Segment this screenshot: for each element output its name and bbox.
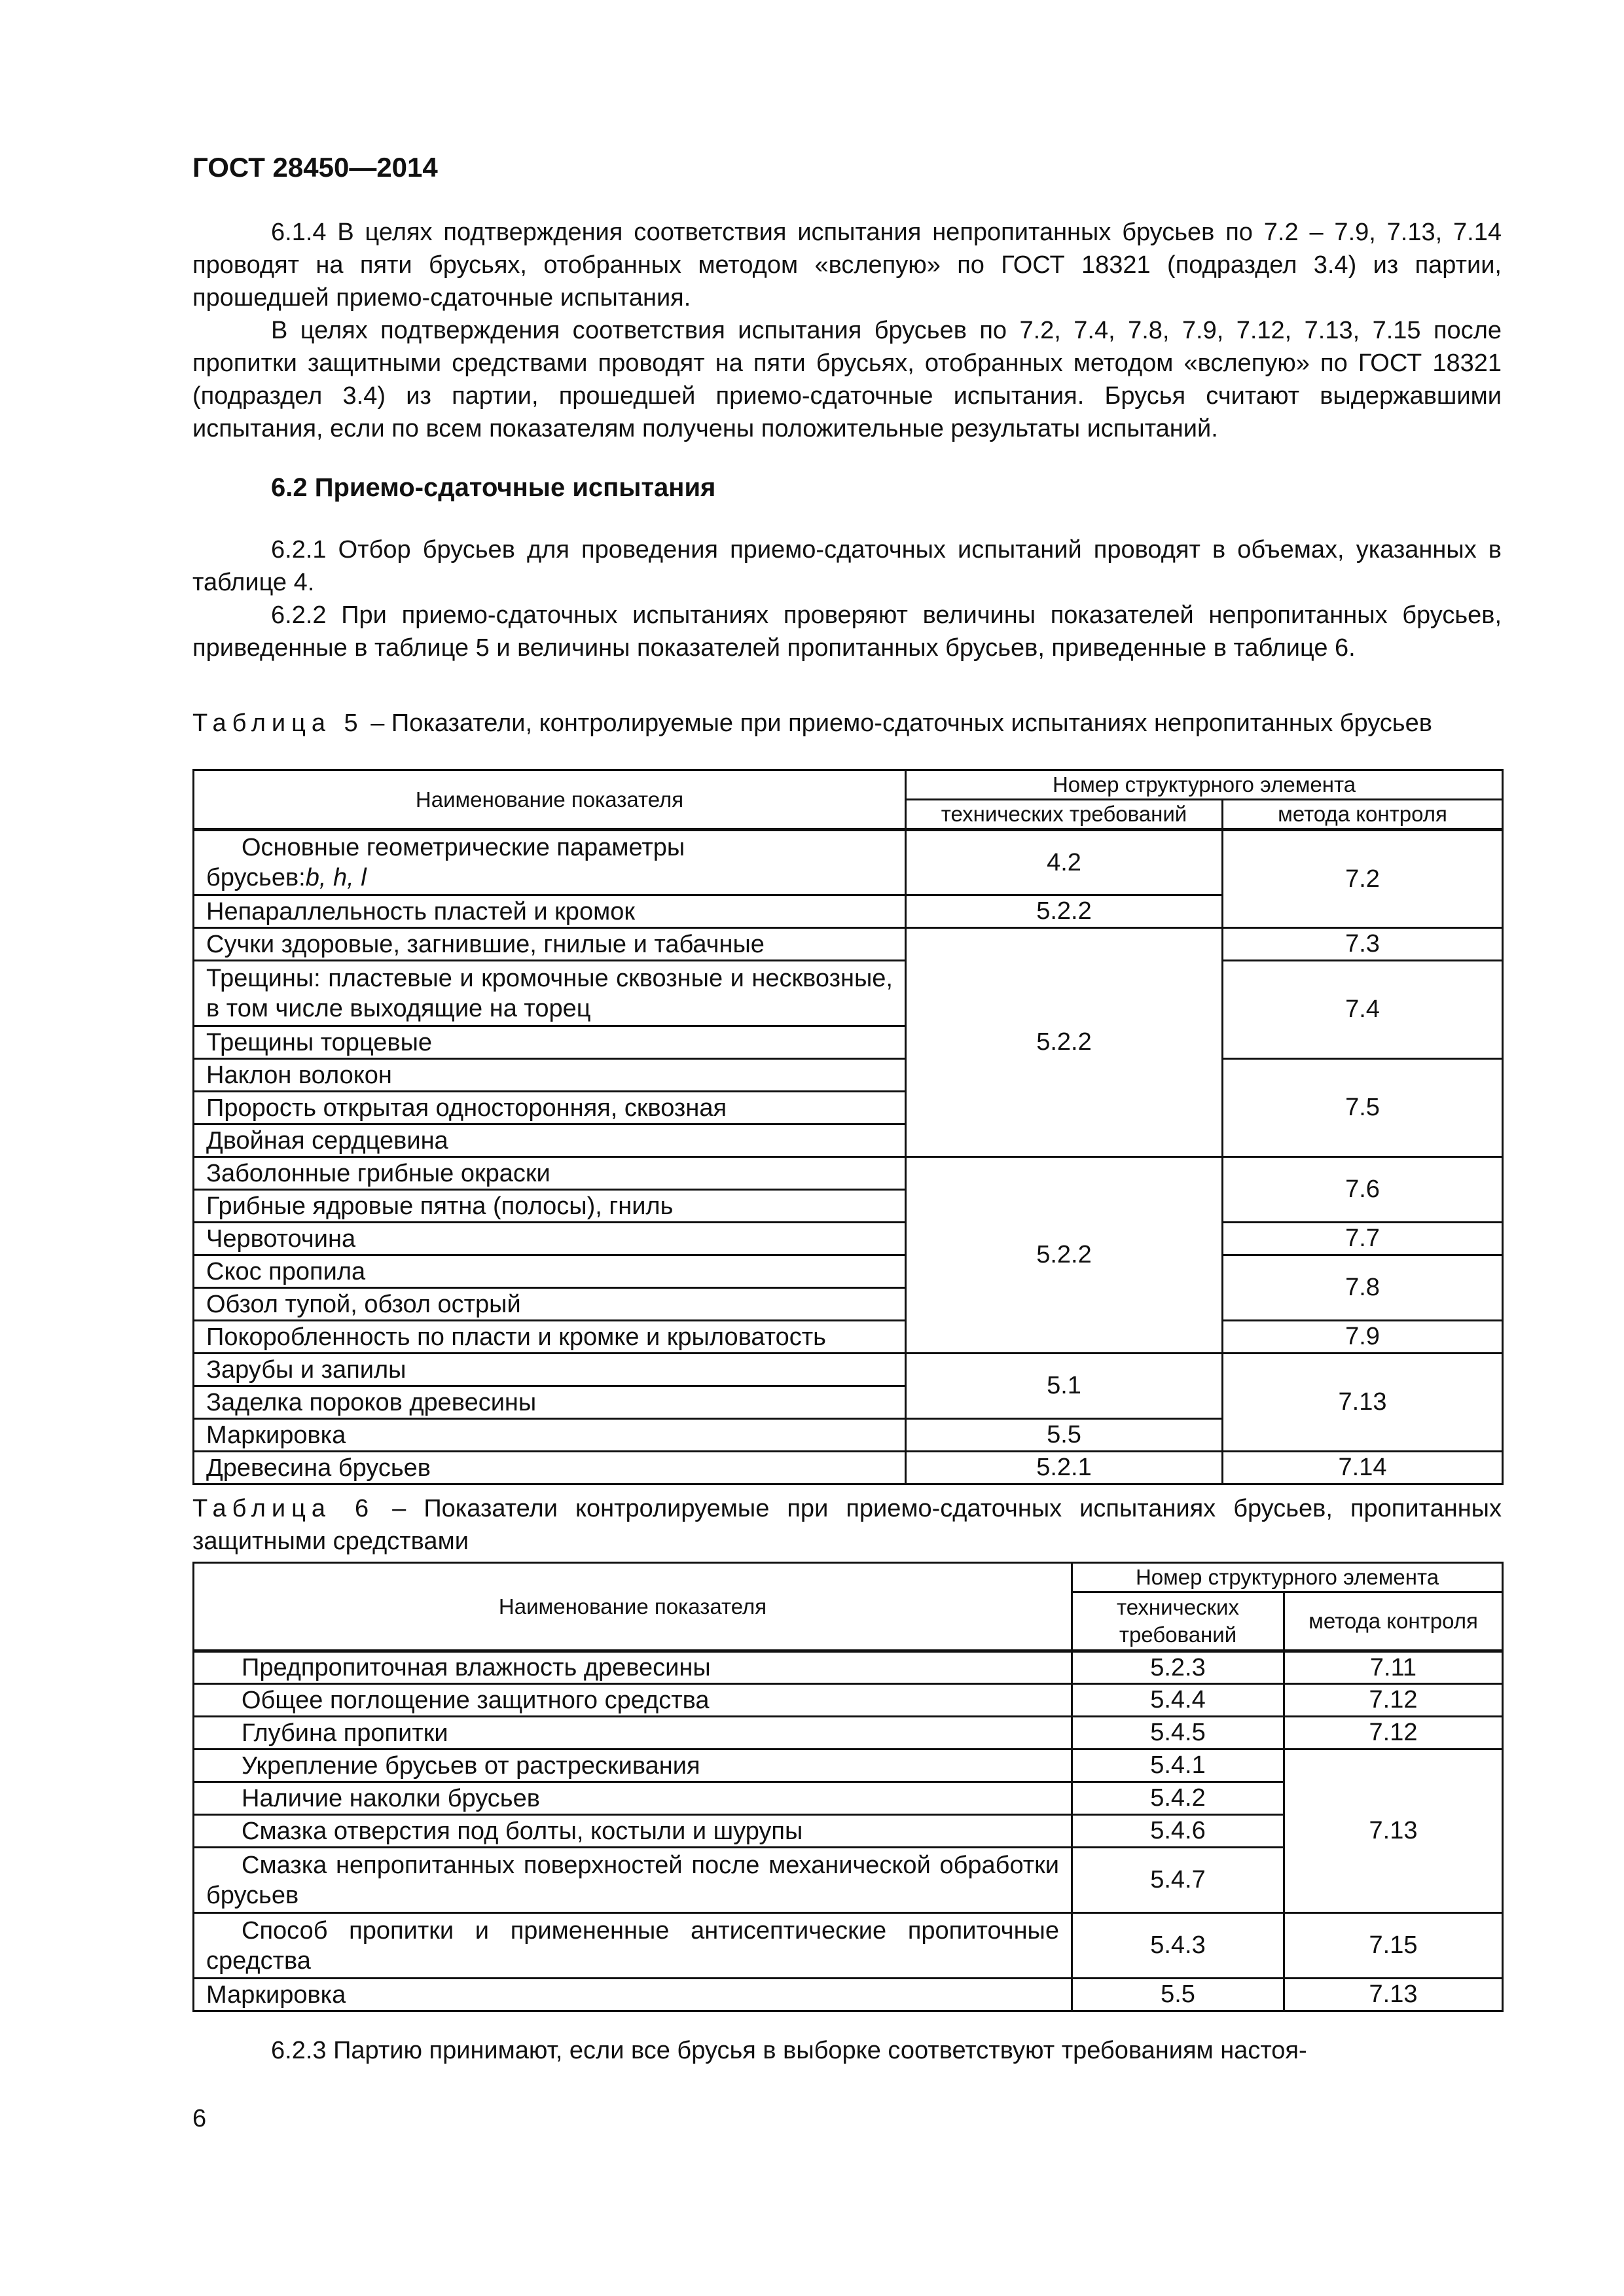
- table-5: [192, 769, 1504, 1485]
- t6-head-name: Наименование показателя: [194, 1563, 1072, 1651]
- t6-row-req: 5.4.4: [1072, 1684, 1284, 1717]
- paragraph-6-2-1: 6.2.1 Отбор брусьев для проведения приемо-сдаточных испытаний проводят в объемах, указанных в таблице 4.: [192, 536, 1502, 596]
- t5-method-7-2: 7.2: [1223, 830, 1503, 928]
- t5-row-warp: Покоробленность по пласти и кромке и крыловатость: [194, 1321, 906, 1354]
- t5-row-double-pith: Двойная сердцевина: [194, 1124, 906, 1157]
- t5-row-grain-slope: Наклон волокон: [194, 1059, 906, 1092]
- t5-req-5-2-1: 5.2.1: [906, 1452, 1223, 1484]
- t5-head-method: метода контроля: [1223, 800, 1503, 830]
- t5-row-marking: Маркировка: [194, 1419, 906, 1452]
- page-number: 6: [192, 2105, 207, 2132]
- t5-head-req: технических требований: [906, 800, 1223, 830]
- t6-row-req: 5.5: [1072, 1979, 1284, 2011]
- clause-6-2-1-2: [192, 533, 1502, 664]
- t6-row-method-merged: 7.13: [1284, 1749, 1503, 1913]
- t6-row-name: Наличие наколки брусьев: [194, 1782, 1072, 1815]
- t5-row-defect-repair: Заделка пороков древесины: [194, 1386, 906, 1419]
- t6-row-name: Смазка отверстия под болты, костыли и шурупы: [194, 1815, 1072, 1848]
- t6-row-req: 5.4.5: [1072, 1717, 1284, 1749]
- t5-req-5-5: 5.5: [906, 1419, 1223, 1452]
- t6-row-req: 5.2.3: [1072, 1651, 1284, 1684]
- section-title-6-2: 6.2 Приемо-сдаточные испытания: [271, 473, 716, 502]
- t5-req-5-2-2-c: 5.2.2: [906, 1157, 1223, 1354]
- t5-row-saw-skew: Скос пропила: [194, 1255, 906, 1288]
- t6-head-group: Номер структурного элемента: [1072, 1563, 1503, 1592]
- clause-6-1-4: [192, 216, 1502, 445]
- paragraph-6-1-4: 6.1.4 В целях подтверждения соответствия испытания непропитанных брусьев по 7.2 – 7.9, 7.13, 7.14 проводят на пяти брусьях, отобранных методом «вслепую» по ГОСТ 18321 (подраздел 3.4) из партии, прошедшей приемо-сдаточные испытания.: [192, 219, 1502, 312]
- t6-row-name: Маркировка: [194, 1979, 1072, 2011]
- paragraph-6-2-3: 6.2.3 Партию принимают, если все брусья в выборке соответствуют требованиям настоя-: [271, 2037, 1307, 2064]
- t5-head-name: Наименование показателя: [194, 770, 906, 830]
- t5-req-5-1: 5.1: [906, 1354, 1223, 1419]
- t5-method-7-7: 7.7: [1223, 1223, 1503, 1255]
- t5-method-7-3: 7.3: [1223, 928, 1503, 961]
- t6-row-name: Смазка непропитанных поверхностей после механической обработки брусьев: [194, 1848, 1072, 1913]
- t6-row-name: Укрепление брусьев от растрескивания: [194, 1749, 1072, 1782]
- t6-row-name: Предпропиточная влажность древесины: [194, 1651, 1072, 1684]
- t5-row-bark-pocket: Прорость открытая односторонняя, сквозная: [194, 1092, 906, 1124]
- t5-row-end-cracks: Трещины торцевые: [194, 1026, 906, 1059]
- t5-method-7-13: 7.13: [1223, 1354, 1503, 1452]
- t5-method-7-4: 7.4: [1223, 961, 1503, 1059]
- t5-method-7-14: 7.14: [1223, 1452, 1503, 1484]
- t5-req-5-2-2-b: 5.2.2: [906, 928, 1223, 1157]
- t6-row-method: 7.11: [1284, 1651, 1503, 1684]
- t5-method-7-9: 7.9: [1223, 1321, 1503, 1354]
- t6-row-req: 5.4.1: [1072, 1749, 1284, 1782]
- table-6-caption: [192, 1492, 1502, 1558]
- table-5-caption: [192, 707, 1502, 740]
- paragraph-6-1-4-b: В целях подтверждения соответствия испытания брусьев по 7.2, 7.4, 7.8, 7.9, 7.12, 7.13, 7.15 после пропитки защитными средствами проводят на пяти брусьях, отобранных методом «вслепую» по ГОСТ 18321 (подраздел 3.4) из партии, прошедшей приемо-сдаточные испытания. Брусья считают выдержавшими испытания, если по всем показателям получены положительные результаты испытаний.: [192, 317, 1502, 442]
- t6-row-name: Глубина пропитки: [194, 1717, 1072, 1749]
- t6-head-req: технических требований: [1072, 1592, 1284, 1651]
- t6-row-name: Способ пропитки и примененные антисептические пропиточные средства: [194, 1913, 1072, 1979]
- table-6: [192, 1562, 1504, 2012]
- t5-row-nonparallel: Непараллельность пластей и кромок: [194, 895, 906, 928]
- t5-row-wormhole: Червоточина: [194, 1223, 906, 1255]
- t5-row-wane: Обзол тупой, обзол острый: [194, 1288, 906, 1321]
- t5-method-7-8: 7.8: [1223, 1255, 1503, 1321]
- t5-row-cracks: Трещины: пластевые и кромочные сквозные и несквозные, в том числе выходящие на торец: [194, 961, 906, 1026]
- t5-row-knots: Сучки здоровые, загнившие, гнилые и табачные: [194, 928, 906, 961]
- clause-6-2-3: [192, 2034, 1502, 2067]
- table-6-caption-label: Таблица 6: [192, 1495, 375, 1522]
- t6-row-method: 7.13: [1284, 1979, 1503, 2011]
- table-5-caption-label: Таблица 5: [192, 709, 364, 737]
- t5-row-heartwood-rot: Грибные ядровые пятна (полосы), гниль: [194, 1190, 906, 1223]
- t5-method-7-6: 7.6: [1223, 1157, 1503, 1223]
- t5-row-notches: Зарубы и запилы: [194, 1354, 906, 1386]
- paragraph-6-2-2: 6.2.2 При приемо-сдаточных испытаниях проверяют величины показателей непропитанных брусьев, приведенные в таблице 5 и величины показателей пропитанных брусьев, приведенные в таблице 6.: [192, 601, 1502, 662]
- t6-row-req: 5.4.6: [1072, 1815, 1284, 1848]
- t6-row-method: 7.15: [1284, 1913, 1503, 1979]
- t6-row-req: 5.4.2: [1072, 1782, 1284, 1815]
- t6-row-req: 5.4.7: [1072, 1848, 1284, 1913]
- t5-req-4-2: 4.2: [906, 830, 1223, 895]
- t6-row-method: 7.12: [1284, 1717, 1503, 1749]
- table-6-caption-text: – Показатели контролируемые при приемо-сдаточных испытаниях брусьев, пропитанных защитными средствами: [192, 1495, 1502, 1555]
- t6-row-req: 5.4.3: [1072, 1913, 1284, 1979]
- t6-row-name: Общее поглощение защитного средства: [194, 1684, 1072, 1717]
- t5-head-group: Номер структурного элемента: [906, 770, 1503, 800]
- t6-head-method: метода контроля: [1284, 1592, 1503, 1651]
- t5-method-7-5: 7.5: [1223, 1059, 1503, 1157]
- t5-req-5-2-2-a: 5.2.2: [906, 895, 1223, 928]
- t5-row-geometry: Основные геометрические параметры брусьев:b, h, l: [194, 830, 906, 895]
- table-5-caption-text: – Показатели, контролируемые при приемо-сдаточных испытаниях непропитанных брусьев: [363, 709, 1432, 737]
- t6-row-method: 7.12: [1284, 1684, 1503, 1717]
- t5-row-wood: Древесина брусьев: [194, 1452, 906, 1484]
- document-header: ГОСТ 28450—2014: [192, 152, 438, 183]
- t5-row-sapwood-stain: Заболонные грибные окраски: [194, 1157, 906, 1190]
